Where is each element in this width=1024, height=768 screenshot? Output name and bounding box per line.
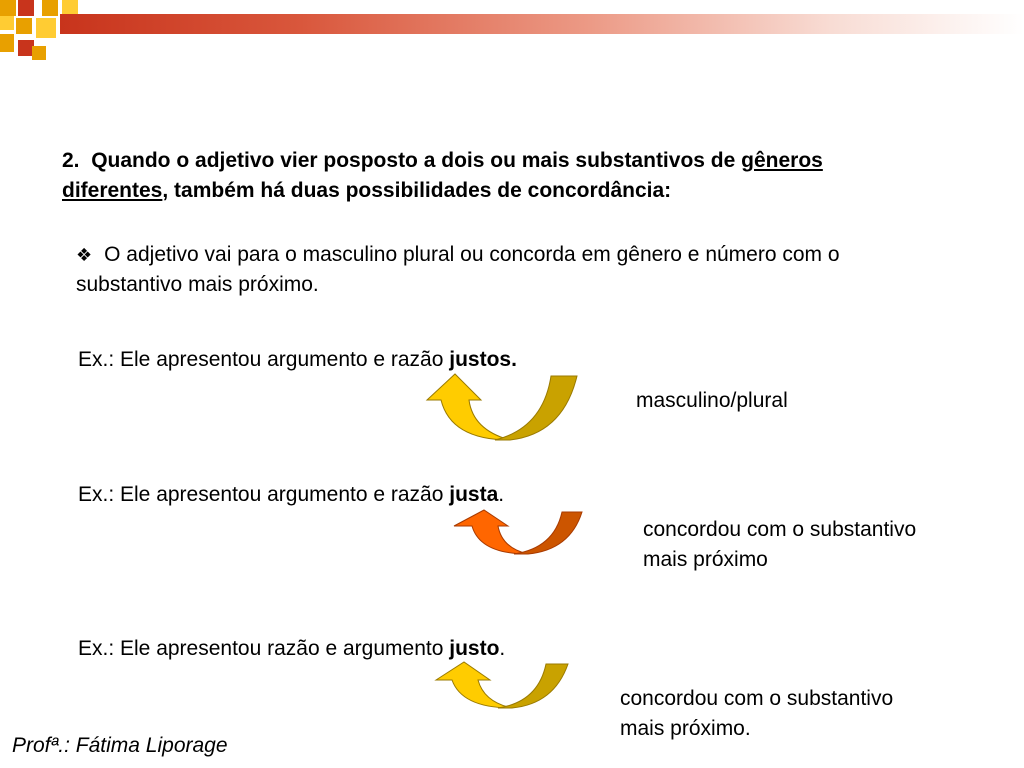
curved-arrow-icon [432,660,572,710]
title-part1: Quando o adjetivo vier posposto a dois ou mais substantivos de [91,149,742,172]
example-adjective: justo [449,637,500,660]
header-square [16,18,32,34]
header-square [18,0,34,16]
note-line2: mais próximo. [620,717,751,740]
bullet-text-line2: substantivo mais próximo. [76,273,319,296]
title-underlined: gêneros [741,149,823,172]
title-underlined-cont: diferentes [62,179,163,202]
bullet-text-line1: O adjetivo vai para o masculino plural ou concorda em gênero e número com o [104,243,840,266]
example-prefix: Ex.: Ele apresentou argumento e razão [78,348,450,371]
example-note [620,684,893,744]
example-note [636,386,788,416]
example-sentence [78,480,504,510]
note-line1: concordou com o substantivo [643,518,917,541]
note-line1: concordou com o substantivo [620,687,894,710]
header-square [36,18,56,38]
section-title [62,146,1002,206]
example-suffix: . [498,483,505,506]
header-gradient-bar [60,14,1024,34]
example-note [643,515,916,575]
diamond-bullet-icon: ❖ [76,245,93,265]
example-prefix: Ex.: Ele apresentou argumento e razão [78,483,450,506]
note-line2: mais próximo [643,548,768,571]
footer-author: Profª.: Fátima Liporage [12,734,228,757]
example-adjective: justos. [449,348,517,371]
example-suffix: . [499,637,506,660]
bullet-paragraph [76,240,1021,300]
header-square [0,16,14,30]
header-square [42,0,58,16]
curved-arrow-icon [450,508,586,558]
note-line1: masculino/plural [636,389,788,412]
title-number: 2. [62,149,80,172]
header-square [0,34,14,52]
example-prefix: Ex.: Ele apresentou razão e argumento [78,637,450,660]
title-part2: , também há duas possibilidades de concordância: [162,179,672,202]
example-adjective: justa [449,483,499,506]
header-square [32,46,46,60]
header-square [0,0,16,16]
example-sentence [78,345,517,375]
curved-arrow-icon [415,372,583,444]
